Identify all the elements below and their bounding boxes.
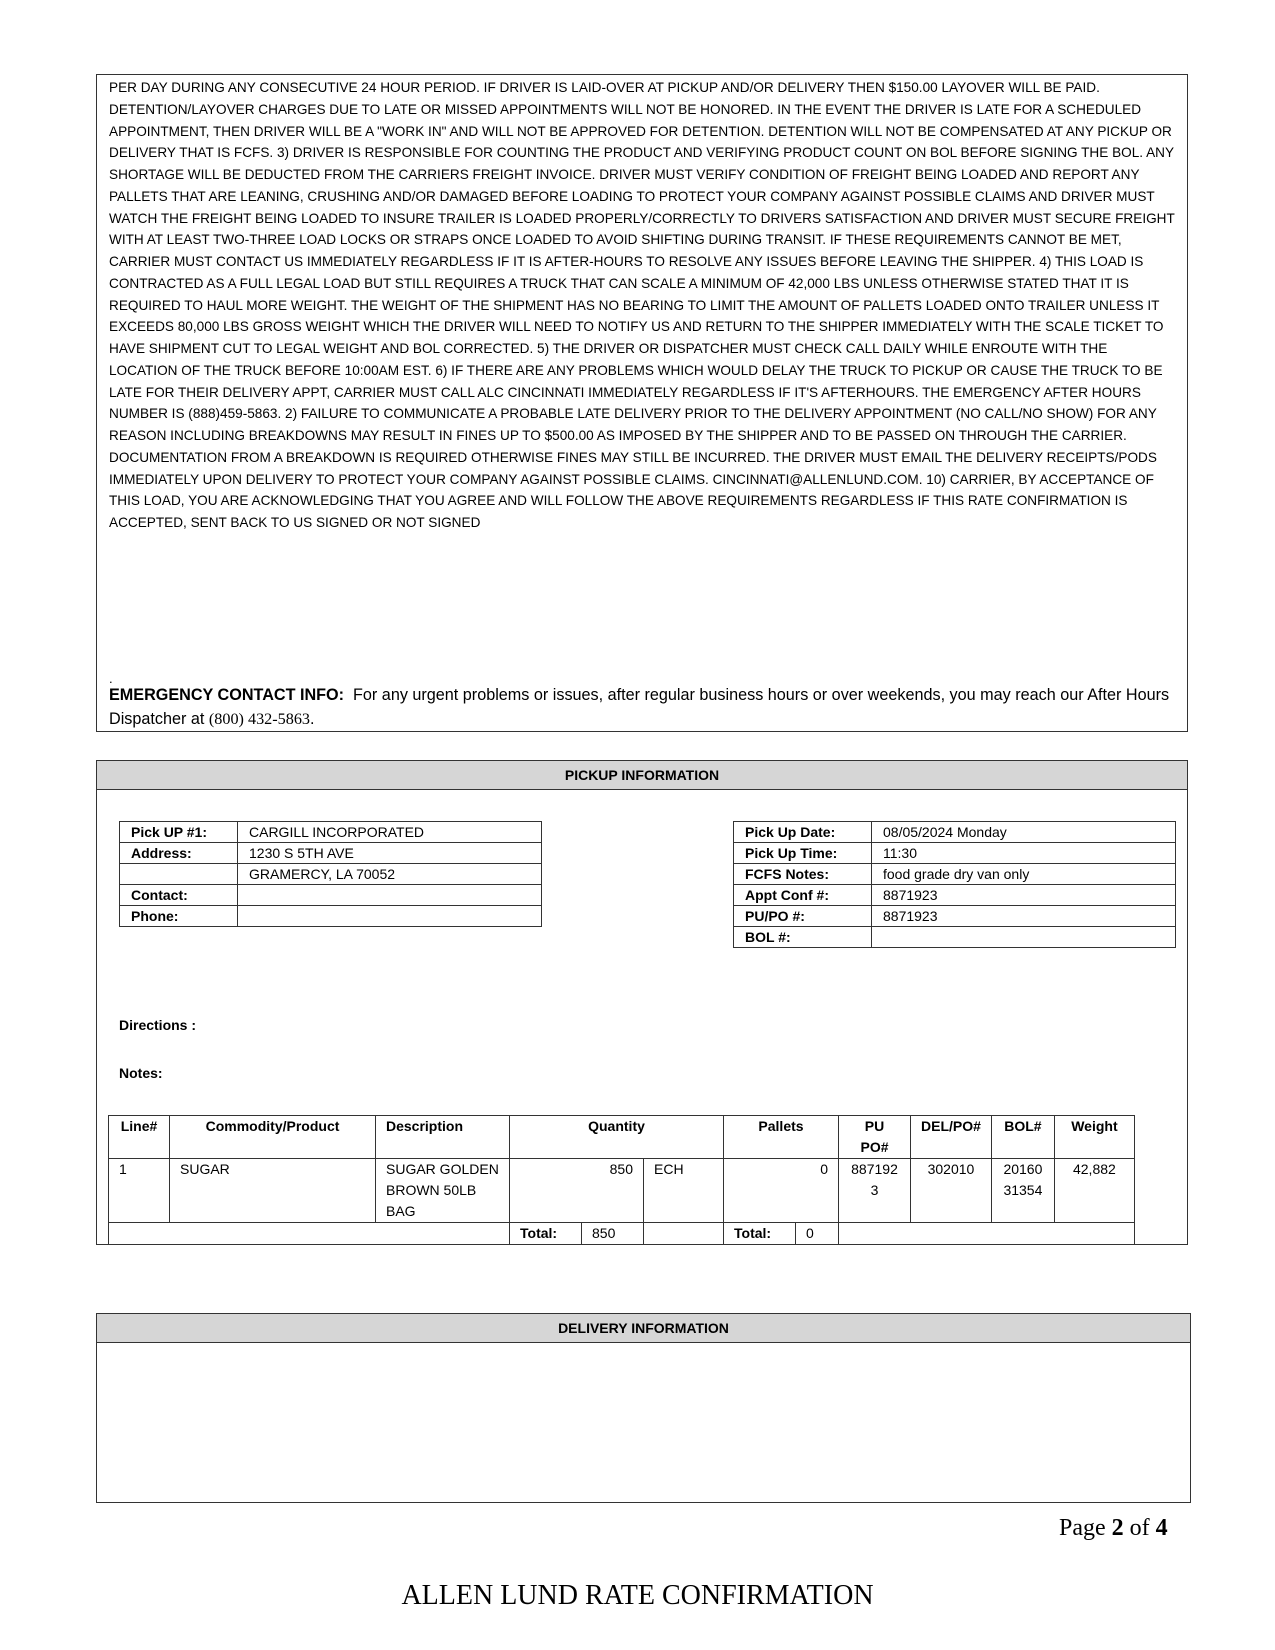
appt-conf-value: 8871923 bbox=[872, 885, 1176, 906]
totals-blank bbox=[109, 1223, 510, 1245]
pupo-value: 8871923 bbox=[872, 906, 1176, 927]
emergency-contact bbox=[109, 683, 1177, 731]
pallets-total-label: Total: bbox=[724, 1223, 796, 1245]
contact-label: Contact: bbox=[120, 885, 238, 906]
phone-value bbox=[238, 906, 542, 927]
pupo-label: PU/PO #: bbox=[734, 906, 872, 927]
col-bol: BOL# bbox=[991, 1116, 1054, 1159]
terms-section bbox=[96, 74, 1188, 732]
bol-value bbox=[872, 927, 1176, 948]
row-line: 1 bbox=[109, 1159, 170, 1223]
commodity-header-row bbox=[109, 1116, 1135, 1159]
delivery-section bbox=[96, 1313, 1191, 1503]
row-pallets: 0 bbox=[724, 1159, 839, 1223]
row-quantity: 850 bbox=[510, 1159, 644, 1223]
row-description-2: BROWN 50LB bbox=[386, 1182, 477, 1198]
col-line: Line# bbox=[109, 1116, 170, 1159]
notes-label: Notes: bbox=[119, 1065, 163, 1081]
emergency-phone: (800) 432-5863 bbox=[208, 710, 311, 728]
directions-label: Directions : bbox=[119, 1017, 197, 1033]
row-description-3: BAG bbox=[386, 1203, 416, 1219]
row-weight: 42,882 bbox=[1054, 1159, 1134, 1223]
document-title: ALLEN LUND RATE CONFIRMATION bbox=[401, 1580, 874, 1611]
appt-conf-label: Appt Conf #: bbox=[734, 885, 872, 906]
col-description: Description bbox=[376, 1116, 510, 1159]
pickup-date-value: 08/05/2024 Monday bbox=[872, 822, 1176, 843]
fcfs-notes-label: FCFS Notes: bbox=[734, 864, 872, 885]
col-commodity: Commodity/Product bbox=[170, 1116, 376, 1159]
emergency-end: . bbox=[310, 710, 315, 728]
quantity-total-label: Total: bbox=[510, 1223, 582, 1245]
pickup-time-value: 11:30 bbox=[872, 843, 1176, 864]
pickup-header: PICKUP INFORMATION bbox=[97, 761, 1187, 790]
quantity-total-blank bbox=[644, 1223, 724, 1245]
pallets-total-value: 0 bbox=[796, 1223, 839, 1245]
page-prefix: Page bbox=[1059, 1515, 1106, 1541]
commodity-table bbox=[108, 1115, 1135, 1245]
emergency-text: For any urgent problems or issues, after regular business hours or over weekends, you may reach our After Hours Dispatcher at bbox=[109, 686, 1170, 728]
pickup-schedule-table bbox=[733, 821, 1176, 948]
contact-value bbox=[238, 885, 542, 906]
row-pu-po-2: 3 bbox=[870, 1182, 879, 1198]
row-pu-po-1: 887192 bbox=[851, 1161, 898, 1177]
col-weight: Weight bbox=[1054, 1116, 1134, 1159]
terms-text: PER DAY DURING ANY CONSECUTIVE 24 HOUR PERIOD. IF DRIVER IS LAID-OVER AT PICKUP AND/OR DELIVERY THEN $150.00 LAYOVER WILL BE PAID. DETENTION/LAYOVER CHARGES DUE TO LATE OR MISSED APPOINTMENTS WILL NOT BE HONORED. IN THE EVENT THE DRIVER IS LATE FOR A SCHEDULED APPOINTMENT, THEN DRIVER WILL BE A "WORK IN" AND WILL NOT BE APPROVED FOR DETENTION. DETENTION WILL NOT BE COMPENSATED AT ANY PICKUP OR DELIVERY THAT IS FCFS. 3) DRIVER IS RESPONSIBLE FOR COUNTING THE PRODUCT AND VERIFYING PRODUCT COUNT ON BOL BEFORE SIGNING THE BOL. ANY SHORTAGE WILL BE DEDUCTED FROM THE CARRIERS FREIGHT INVOICE. DRIVER MUST VERIFY CONDITION OF FREIGHT BEING LOADED AND REPORT ANY PALLETS THAT ARE LEANING, CRUSHING AND/OR DAMAGED BEFORE LOADING TO PROTECT YOUR COMPANY AGAINST POSSIBLE CLAIMS AND DRIVER MUST WATCH THE FREIGHT BEING LOADED TO INSURE TRAILER IS LOADED PROPERLY/CORRECTLY TO DRIVERS SATISFACTION AND DRIVER MUST SECURE FREIGHT WITH AT LEAST TWO-THREE LOAD LOCKS OR STRAPS ONCE LOADED TO AVOID SHIFTING DURING TRANSIT. IF THESE REQUIREMENTS CANNOT BE MET, CARRIER MUST CONTACT US IMMEDIATELY REGARDLESS IF IT IS AFTER-HOURS TO RESOLVE ANY ISSUES BEFORE LEAVING THE SHIPPER. 4) THIS LOAD IS CONTRACTED AS A FULL LEGAL LOAD BUT STILL REQUIRES A TRUCK THAT CAN SCALE A MINIMUM OF 42,000 LBS UNLESS OTHERWISE STATED THAT IT IS REQUIRED TO HAUL MORE WEIGHT. THE WEIGHT OF THE SHIPMENT HAS NO BEARING TO LIMIT THE AMOUNT OF PALLETS LOADED ONTO TRAILER UNLESS IT EXCEEDS 80,000 LBS GROSS WEIGHT WHICH THE DRIVER WILL NEED TO NOTIFY US AND RETURN TO THE SHIPPER IMMEDIATELY WITH THE SCALE TICKET TO HAVE SHIPMENT CUT TO LEGAL WEIGHT AND BOL CORRECTED. 5) THE DRIVER OR DISPATCHER MUST CHECK CALL DAILY WHILE ENROUTE WITH THE LOCATION OF THE TRUCK BEFORE 10:00AM EST. 6) IF THERE ARE ANY PROBLEMS WHICH WOULD DELAY THE TRUCK TO PICKUP OR CAUSE THE TRUCK TO BE LATE FOR THEIR DELIVERY APPT, CARRIER MUST CALL ALC CINCINNATI IMMEDIATELY REGARDLESS IF IT'S AFTERHOURS. THE EMERGENCY AFTER HOURS NUMBER IS (888)459-5863. 2) FAILURE TO COMMUNICATE A PROBABLE LATE DELIVERY PRIOR TO THE DELIVERY APPOINTMENT (NO CALL/NO SHOW) FOR ANY REASON INCLUDING BREAKDOWNS MAY RESULT IN FINES UP TO $500.00 AS IMPOSED BY THE SHIPPER AND TO BE PASSED ON THROUGH THE CARRIER. DOCUMENTATION FROM A BREAKDOWN IS REQUIRED OTHERWISE FINES MAY STILL BE INCURRED. THE DRIVER MUST EMAIL THE DELIVERY RECEIPTS/PODS IMMEDIATELY UPON DELIVERY TO PROTECT YOUR COMPANY AGAINST POSSIBLE CLAIMS. CINCINNATI@ALLENLUND.COM. 10) CARRIER, BY ACCEPTANCE OF THIS LOAD, YOU ARE ACKNOWLEDGING THAT YOU AGREE AND WILL FOLLOW THE ABOVE REQUIREMENTS REGARDLESS IF THIS RATE CONFIRMATION IS ACCEPTED, SENT BACK TO US SIGNED OR NOT SIGNED bbox=[109, 80, 1175, 530]
fcfs-notes-value: food grade dry van only bbox=[872, 864, 1176, 885]
row-del-po: 302010 bbox=[911, 1159, 992, 1223]
row-bol-1: 20160 bbox=[1003, 1161, 1043, 1177]
totals-row bbox=[109, 1223, 1135, 1245]
page-number bbox=[1059, 1515, 1168, 1542]
row-bol bbox=[991, 1159, 1054, 1223]
pickup-time-label: Pick Up Time: bbox=[734, 843, 872, 864]
emergency-label: EMERGENCY CONTACT INFO: bbox=[109, 686, 345, 704]
delivery-header: DELIVERY INFORMATION bbox=[97, 1314, 1190, 1343]
pickup-date-label: Pick Up Date: bbox=[734, 822, 872, 843]
pickup-name: CARGILL INCORPORATED bbox=[238, 822, 542, 843]
phone-label: Phone: bbox=[120, 906, 238, 927]
address-label: Address: bbox=[120, 843, 238, 864]
terms-dot: . bbox=[109, 671, 113, 686]
row-description-1: SUGAR GOLDEN bbox=[386, 1161, 499, 1177]
totals-tail-blank bbox=[839, 1223, 1135, 1245]
quantity-total-value: 850 bbox=[582, 1223, 644, 1245]
row-bol-2: 31354 bbox=[1003, 1182, 1043, 1198]
bol-label: BOL #: bbox=[734, 927, 872, 948]
col-pallets: Pallets bbox=[724, 1116, 839, 1159]
address-line2: GRAMERCY, LA 70052 bbox=[238, 864, 542, 885]
col-del-po: DEL/PO# bbox=[911, 1116, 992, 1159]
col-pu-po: PU PO# bbox=[839, 1116, 911, 1159]
page-total: 4 bbox=[1155, 1515, 1168, 1541]
page-current: 2 bbox=[1111, 1515, 1124, 1541]
address-label-blank bbox=[120, 864, 238, 885]
page-of: of bbox=[1129, 1515, 1150, 1541]
pickup-label: Pick UP #1: bbox=[120, 822, 238, 843]
row-commodity: SUGAR bbox=[170, 1159, 376, 1223]
address-line1: 1230 S 5TH AVE bbox=[238, 843, 542, 864]
row-description bbox=[376, 1159, 510, 1223]
pickup-location-table bbox=[119, 821, 542, 927]
pickup-section bbox=[96, 760, 1188, 1245]
table-row bbox=[109, 1159, 1135, 1223]
row-unit: ECH bbox=[644, 1159, 724, 1223]
col-quantity: Quantity bbox=[510, 1116, 724, 1159]
row-pu-po bbox=[839, 1159, 911, 1223]
